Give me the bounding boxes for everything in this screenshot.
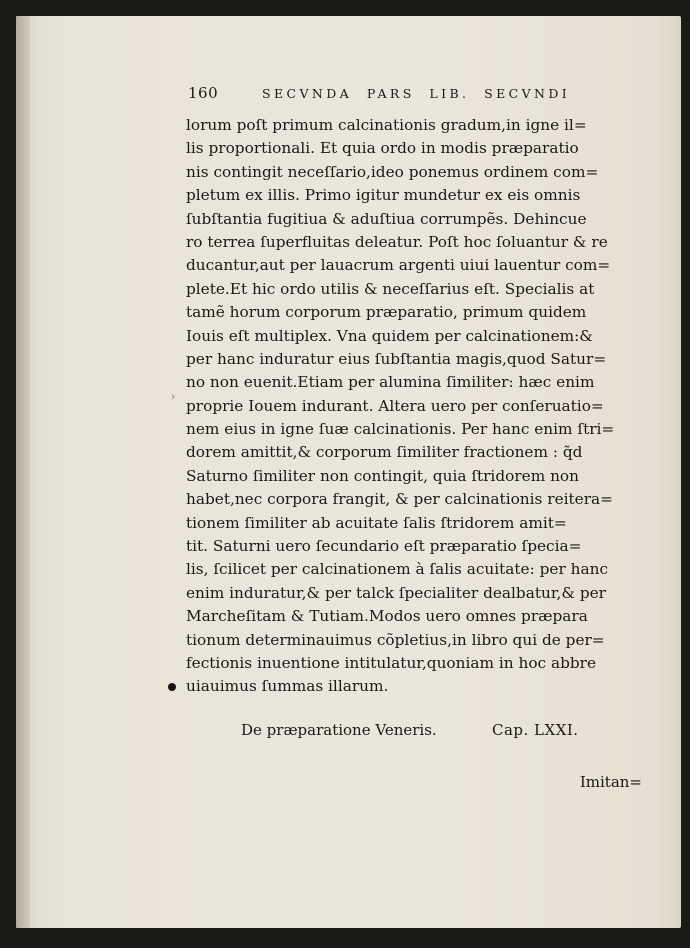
text-line: enim induratur,& per talck ſpecialiter dealbatur,& per: [186, 583, 606, 602]
running-head-title: SECVNDA PARS LIB. SECVNDI: [262, 86, 571, 101]
body-text: [186, 114, 656, 699]
text-line: pletum ex illis. Primo igitur mundetur ex eis omnis: [186, 186, 581, 205]
text-line-last: [186, 675, 656, 698]
text-line: Marcheſitam & Tutiam.Modos uero omnes præpara: [186, 607, 588, 626]
text-line: lorum poſt primum calcinationis gradum,in igne il=: [186, 116, 587, 134]
running-head: [188, 84, 656, 114]
text-line: proprie Iouem indurant. Altera uero per conſeruatio=: [186, 396, 604, 415]
text-line: Iouis eſt multiplex. Vna quidem per calcinationem:&: [186, 326, 593, 345]
margin-mark: ›: [171, 390, 176, 403]
page-gutter-shadow: [16, 16, 30, 928]
text-column: [186, 84, 656, 791]
text-line: ſubſtantia fugitiua & aduſtiua corrumpẽs. Dehincue: [186, 209, 587, 228]
text-line: nem eius in igne ſuæ calcinationis. Per hanc enim ſtri=: [186, 420, 615, 439]
text-line: lis proportionali. Et quia ordo in modis præparatio: [186, 139, 579, 158]
text-line: tionum determinauimus cõpletius,in libro qui de per=: [186, 630, 605, 649]
catchword-row: [186, 743, 656, 791]
text-line: tamẽ horum corporum præparatio, primum quidem: [186, 303, 587, 322]
text-line: tit. Saturni uero ſecundario eſt præparatio ſpecia=: [186, 537, 582, 556]
chapter-heading: [186, 717, 656, 743]
text-line: ducantur,aut per lauacrum argenti uiui lauentur com=: [186, 256, 611, 275]
text-line: habet,nec corpora frangit, & per calcinationis reitera=: [186, 490, 613, 509]
text-line: tionem ſimiliter ab acuitate ſalis ſtridorem amit=: [186, 513, 567, 532]
chapter-title: De præparatione Veneris.: [241, 720, 437, 739]
text-line: fectionis inuentione intitulatur,quoniam in hoc abbre: [186, 653, 597, 672]
catchword: Imitan=: [579, 772, 642, 791]
text-line-content: uiauimus ſummas illarum.: [186, 677, 389, 696]
text-line: Saturno ſimiliter non contingit, quia ſtridorem non: [186, 466, 579, 485]
text-line: ro terrea ſuperfluitas deleatur. Poſt hoc ſoluantur & re: [186, 232, 608, 251]
page-number: 160: [188, 84, 219, 102]
text-line: dorem amittit,& corporum ſimiliter fractionem : q̃d: [186, 443, 583, 462]
text-line: lis, ſcilicet per calcinationem à ſalis acuitate: per hanc: [186, 560, 609, 579]
text-line: per hanc induratur eius ſubſtantia magis,quod Satur=: [186, 349, 607, 368]
chapter-number: Cap. LXXI.: [492, 720, 579, 739]
text-line: plete.Et hic ordo utilis & neceſſarius eſt. Specialis at: [186, 279, 595, 298]
text-line: no non euenit.Etiam per alumina ſimiliter: hæc enim: [186, 373, 595, 392]
text-line: nis contingit neceſſario,ideo ponemus ordinem com=: [186, 162, 599, 181]
